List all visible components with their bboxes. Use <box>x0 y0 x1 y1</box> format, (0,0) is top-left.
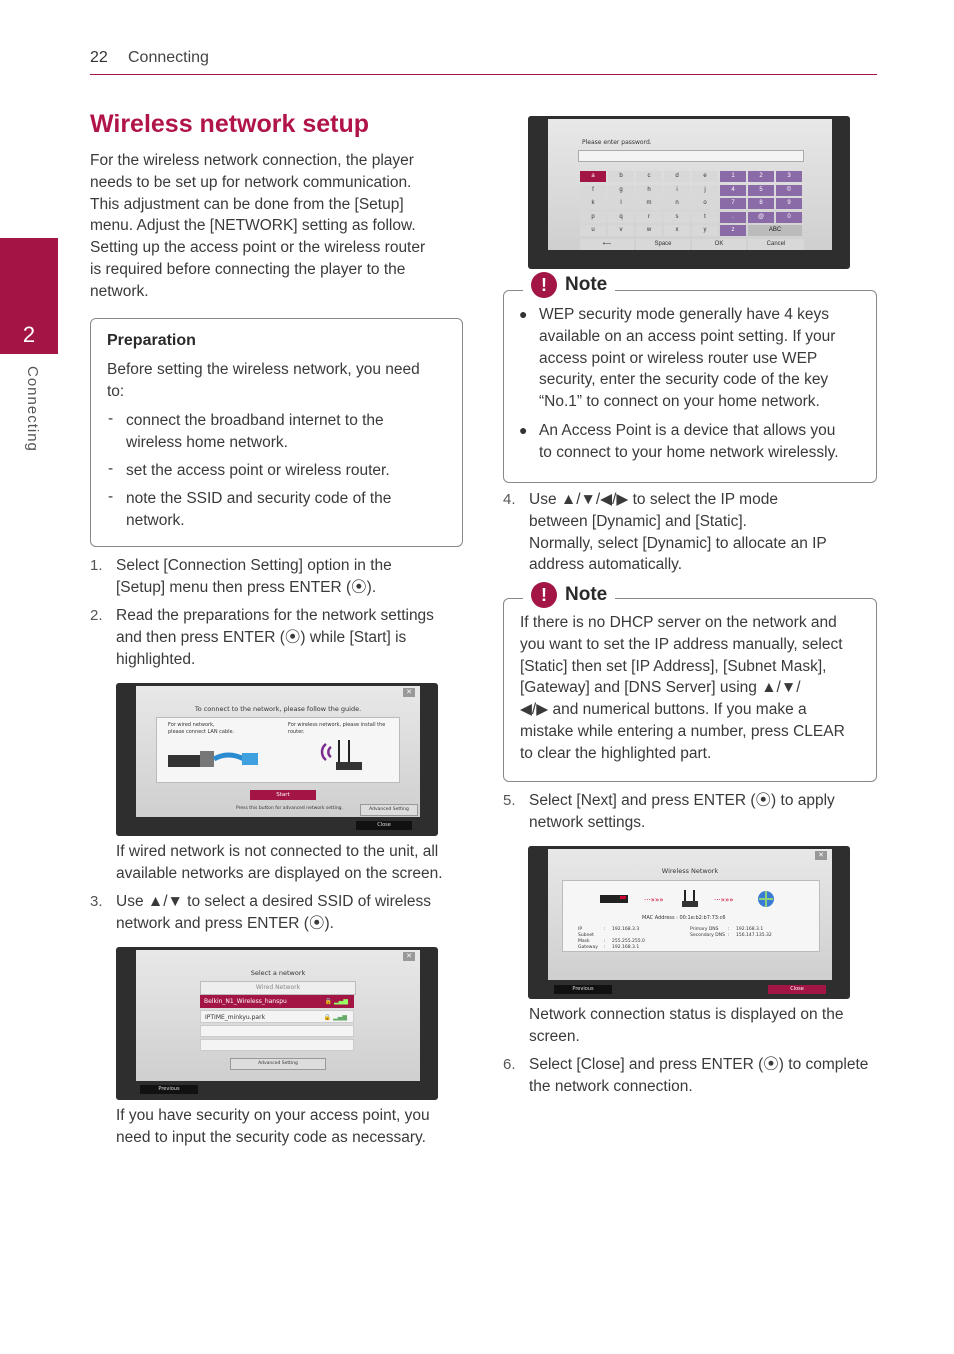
keyboard-key[interactable]: o <box>692 198 718 209</box>
close-x-icon[interactable]: ✕ <box>815 851 827 860</box>
wired-line: please connect LAN cable. <box>168 729 235 735</box>
step-number: 3. <box>90 893 103 910</box>
keyboard-key[interactable]: ABC <box>748 225 802 236</box>
screen-panel <box>548 119 832 250</box>
info-key: Subnet Mask <box>578 933 594 944</box>
info-key: Gateway <box>578 945 598 950</box>
step-3-result <box>116 1105 430 1149</box>
keyboard-key[interactable]: q <box>608 212 634 223</box>
close-x-icon[interactable]: ✕ <box>403 952 415 961</box>
preparation-item-line: network. <box>126 511 185 529</box>
section-title: Connecting <box>128 49 209 66</box>
network-ssid: IPTIME_minkyu.park <box>205 1014 266 1021</box>
note-header <box>523 582 615 608</box>
signal-icon: 🔒 ▂▄▆ <box>323 1014 347 1021</box>
preparation-item <box>126 460 390 482</box>
page-number: 22 <box>90 49 108 66</box>
note-line: If there is no DHCP server on the network and <box>520 614 837 631</box>
note-line: to clear the highlighted part. <box>520 744 712 762</box>
ip-info-left <box>578 927 645 951</box>
keyboard-key[interactable]: Cancel <box>748 239 804 250</box>
step-6-text <box>529 1054 868 1098</box>
dash-marker: - <box>108 410 114 427</box>
info-sep: : <box>604 945 606 950</box>
info-key: Secondary DNS <box>690 933 725 938</box>
info-value: 192.168.3.3 <box>612 927 640 932</box>
chapter-label: Connecting <box>24 366 41 452</box>
password-prompt: Please enter password. <box>582 139 652 146</box>
note-line: you want to set the IP address manually, select <box>520 635 843 653</box>
keyboard-key[interactable]: 2 <box>748 171 774 182</box>
preparation-lead <box>107 359 420 403</box>
info-value: 192.168.3.1 <box>736 927 764 932</box>
exclamation-icon: ! <box>531 272 557 298</box>
keyboard-key[interactable]: a <box>580 171 606 182</box>
step-line: and then press ENTER (⦿) while [Start] is <box>116 628 407 646</box>
info-value: 255.255.255.0 <box>612 939 645 944</box>
step-number: 6. <box>503 1056 516 1073</box>
note-line: WEP security mode generally have 4 keys <box>539 306 830 323</box>
previous-button[interactable]: Previous <box>140 1085 198 1094</box>
note-line: security, enter the security code of the key <box>539 371 829 389</box>
keyboard-key[interactable]: . <box>720 212 746 223</box>
preparation-item <box>126 410 384 454</box>
step-3-text <box>116 891 431 935</box>
page-title: Wireless network setup <box>90 110 370 138</box>
keyboard-key[interactable]: 5 <box>748 185 774 196</box>
info-sep: : <box>728 927 730 932</box>
keyboard-key[interactable]: e <box>692 171 718 182</box>
step-5-text <box>529 790 835 834</box>
close-button[interactable]: Close <box>768 985 826 994</box>
keyboard-key[interactable]: w <box>636 225 662 236</box>
keyboard-key[interactable]: x <box>664 225 690 236</box>
step-line: the network connection. <box>529 1077 693 1095</box>
keyboard-key[interactable]: 9 <box>776 198 802 209</box>
keyboard-key[interactable]: © <box>776 185 802 196</box>
preparation-title: Preparation <box>107 332 196 349</box>
select-heading: Select a network <box>250 969 306 977</box>
step-line: Read the preparations for the network settings <box>116 607 434 624</box>
note-header <box>523 272 615 298</box>
intro-line: network. <box>90 282 149 300</box>
keyboard-key[interactable]: h <box>636 185 662 196</box>
wireless-line: For wireless network, please install the <box>288 722 386 728</box>
wired-instructions <box>168 722 234 736</box>
connection-diagram-icon <box>598 887 788 911</box>
lan-cable-icon <box>166 741 266 775</box>
keyboard-key[interactable]: p <box>580 212 606 223</box>
step-line: address automatically. <box>529 556 683 574</box>
keyboard-key[interactable]: c <box>636 171 662 182</box>
dash-marker: - <box>108 488 114 505</box>
keyboard-key[interactable]: k <box>580 198 606 209</box>
preparation-lead-line: Before setting the wireless network, you need <box>107 361 420 378</box>
step-2-result <box>116 841 443 885</box>
keyboard-key[interactable]: 4 <box>720 185 746 196</box>
result-line: If wired network is not connected to the unit, all <box>116 843 439 860</box>
result-line: available networks are displayed on the screen. <box>116 864 443 882</box>
keyboard-key[interactable]: u <box>580 225 606 236</box>
keyboard-key[interactable]: v <box>608 225 634 236</box>
advanced-setting-button[interactable]: Advanced Setting <box>230 1058 326 1070</box>
intro-line: Setting up the access point or the wireless router <box>90 239 426 257</box>
step-number: 2. <box>90 607 103 624</box>
result-line: If you have security on your access point, you <box>116 1107 430 1124</box>
close-button[interactable]: Close <box>356 821 412 830</box>
wireless-line: router. <box>288 729 305 735</box>
preparation-item-line: wireless home network. <box>126 433 288 451</box>
note-line: An Access Point is a device that allows you <box>539 422 836 439</box>
intro-line: is required before connecting the player to the <box>90 260 406 278</box>
step-4-text <box>529 489 827 576</box>
step-line: Select [Next] and press ENTER (⦿) to apply <box>529 792 835 809</box>
svg-text:···»»»: ···»»» <box>714 896 734 904</box>
info-row <box>578 933 645 945</box>
network-row[interactable] <box>200 1010 354 1023</box>
intro-line: menu. Adjust the [NETWORK] setting as follow. <box>90 217 416 235</box>
note-line: mistake while entering a number, press CLEAR <box>520 722 845 740</box>
advanced-hint: Press this button for advanced network setting. <box>236 806 343 811</box>
note-line: ◀/▶ and numerical buttons. If you make a <box>520 701 807 719</box>
screenshot-keyboard <box>528 116 850 269</box>
keyboard-key[interactable]: d <box>664 171 690 182</box>
screenshot-select-network <box>116 947 438 1100</box>
result-line: screen. <box>529 1027 580 1045</box>
intro-line: For the wireless network connection, the player <box>90 152 414 169</box>
exclamation-icon: ! <box>531 582 557 608</box>
note-bullet <box>539 304 835 413</box>
password-input[interactable] <box>578 150 804 162</box>
keyboard-key[interactable]: t <box>692 212 718 223</box>
step-line: [Setup] menu then press ENTER (⦿). <box>116 578 377 596</box>
note-label: Note <box>565 584 608 605</box>
router-icon <box>320 736 380 776</box>
wireless-instructions <box>288 722 385 736</box>
keyboard-key[interactable]: 3 <box>776 171 802 182</box>
on-screen-keyboard <box>580 171 808 245</box>
bullet-icon: ● <box>519 306 528 322</box>
screen-panel <box>548 849 832 980</box>
keyboard-key[interactable]: j <box>692 185 718 196</box>
preparation-item <box>126 488 391 532</box>
keyboard-key[interactable]: b <box>608 171 634 182</box>
header-rule <box>90 74 877 75</box>
step-line: Select [Close] and press ENTER (⦿) to complete <box>529 1056 869 1073</box>
start-button[interactable]: Start <box>250 790 316 800</box>
step-line: Normally, select [Dynamic] to allocate an IP <box>529 534 827 552</box>
mac-address: MAC Address : 00:1e:b2:b7:73:c6 <box>642 915 726 921</box>
note-line: [Gateway] and [DNS Server] using ▲/▼/ <box>520 679 801 697</box>
keyboard-key[interactable]: 8 <box>748 198 774 209</box>
info-sep: : <box>604 939 606 944</box>
keyboard-key[interactable]: 7 <box>720 198 746 209</box>
preparation-item-line: connect the broadband internet to the <box>126 412 384 429</box>
step-line: Use ▲/▼/◀/▶ to select the IP mode <box>529 491 778 508</box>
network-row-empty <box>200 1039 354 1051</box>
note-line: available on an access point setting. If your <box>539 327 836 345</box>
step-line: Select [Connection Setting] option in the <box>116 557 392 574</box>
network-row[interactable]: Wired Network <box>200 981 356 995</box>
keyboard-key[interactable]: y <box>692 225 718 236</box>
ip-info-right <box>690 927 772 939</box>
previous-button[interactable]: Previous <box>554 985 612 994</box>
wired-line: For wired network, <box>168 722 215 728</box>
info-sep: : <box>728 933 730 938</box>
keyboard-key[interactable]: Space <box>636 239 690 250</box>
screen-panel <box>136 950 420 1081</box>
note-line: “No.1” to connect on your home network. <box>539 393 820 411</box>
note-bullet <box>539 420 839 464</box>
note-label: Note <box>565 274 608 295</box>
result-line: need to input the security code as necessary. <box>116 1128 426 1146</box>
info-sep: : <box>604 927 606 932</box>
keyboard-key[interactable]: l <box>608 198 634 209</box>
info-value: 192.168.3.1 <box>612 945 640 950</box>
guide-heading: To connect to the network, please follow the guide. <box>194 705 362 713</box>
screen-panel <box>136 686 420 817</box>
signal-icon: 🔒 ▂▄▆ <box>324 998 348 1005</box>
intro-line: This adjustment can be done from the [Setup] <box>90 195 404 213</box>
keyboard-key[interactable]: z <box>720 225 746 236</box>
step-5-result <box>529 1004 843 1048</box>
keyboard-key[interactable]: 1 <box>720 171 746 182</box>
step-number: 5. <box>503 792 516 809</box>
keyboard-key[interactable]: g <box>608 185 634 196</box>
dash-marker: - <box>108 460 114 477</box>
keyboard-key[interactable]: m <box>636 198 662 209</box>
note-line: to connect to your home network wirelessly. <box>539 443 839 461</box>
info-value: 156.147.135.32 <box>736 933 772 938</box>
step-line: Use ▲/▼ to select a desired SSID of wireless <box>116 893 431 910</box>
result-line: Network connection status is displayed on the <box>529 1006 844 1023</box>
preparation-item-line: set the access point or wireless router. <box>126 462 390 479</box>
screenshot-network-guide <box>116 683 438 836</box>
keyboard-key[interactable]: i <box>664 185 690 196</box>
info-row <box>690 933 772 939</box>
keyboard-key[interactable]: @ <box>748 212 774 223</box>
svg-text:···»»»: ···»»» <box>644 896 664 904</box>
step-line: highlighted. <box>116 650 196 668</box>
preparation-item-line: note the SSID and security code of the <box>126 490 392 507</box>
info-key: Primary DNS <box>690 927 719 932</box>
network-row[interactable] <box>200 995 354 1008</box>
preparation-lead-line: to: <box>107 382 125 400</box>
step-1-text <box>116 555 392 599</box>
step-line: between [Dynamic] and [Static]. <box>529 512 747 530</box>
status-heading: Wireless Network <box>661 867 719 875</box>
network-ssid: Belkin_N1_Wireless_hanspu <box>204 998 287 1005</box>
network-row-empty <box>200 1025 354 1037</box>
info-key: IP <box>578 927 583 932</box>
keyboard-key[interactable]: n <box>664 198 690 209</box>
note-line: [Static] then set [IP Address], [Subnet Mask], <box>520 657 827 675</box>
intro-paragraph <box>90 150 460 303</box>
advanced-setting-button[interactable]: Advanced Setting <box>360 804 418 816</box>
keyboard-key[interactable]: f <box>580 185 606 196</box>
close-x-icon[interactable]: ✕ <box>403 688 415 697</box>
note-text <box>520 612 845 765</box>
step-line: network settings. <box>529 813 646 831</box>
note-line: access point or wireless router use WEP <box>539 349 818 367</box>
info-row <box>578 945 645 951</box>
keyboard-key[interactable]: OK <box>692 239 746 250</box>
step-number: 4. <box>503 491 516 508</box>
step-line: network and press ENTER (⦿). <box>116 914 334 932</box>
keyboard-key[interactable]: ⟵ <box>580 239 634 250</box>
bullet-icon: ● <box>519 422 528 438</box>
chapter-number: 2 <box>22 322 36 347</box>
step-number: 1. <box>90 557 103 574</box>
keyboard-key[interactable]: s <box>664 212 690 223</box>
keyboard-key[interactable]: r <box>636 212 662 223</box>
intro-line: needs to be set up for network communication. <box>90 173 412 191</box>
screenshot-network-status <box>528 846 850 999</box>
keyboard-key[interactable]: 0 <box>776 212 802 223</box>
step-2-text <box>116 605 434 670</box>
